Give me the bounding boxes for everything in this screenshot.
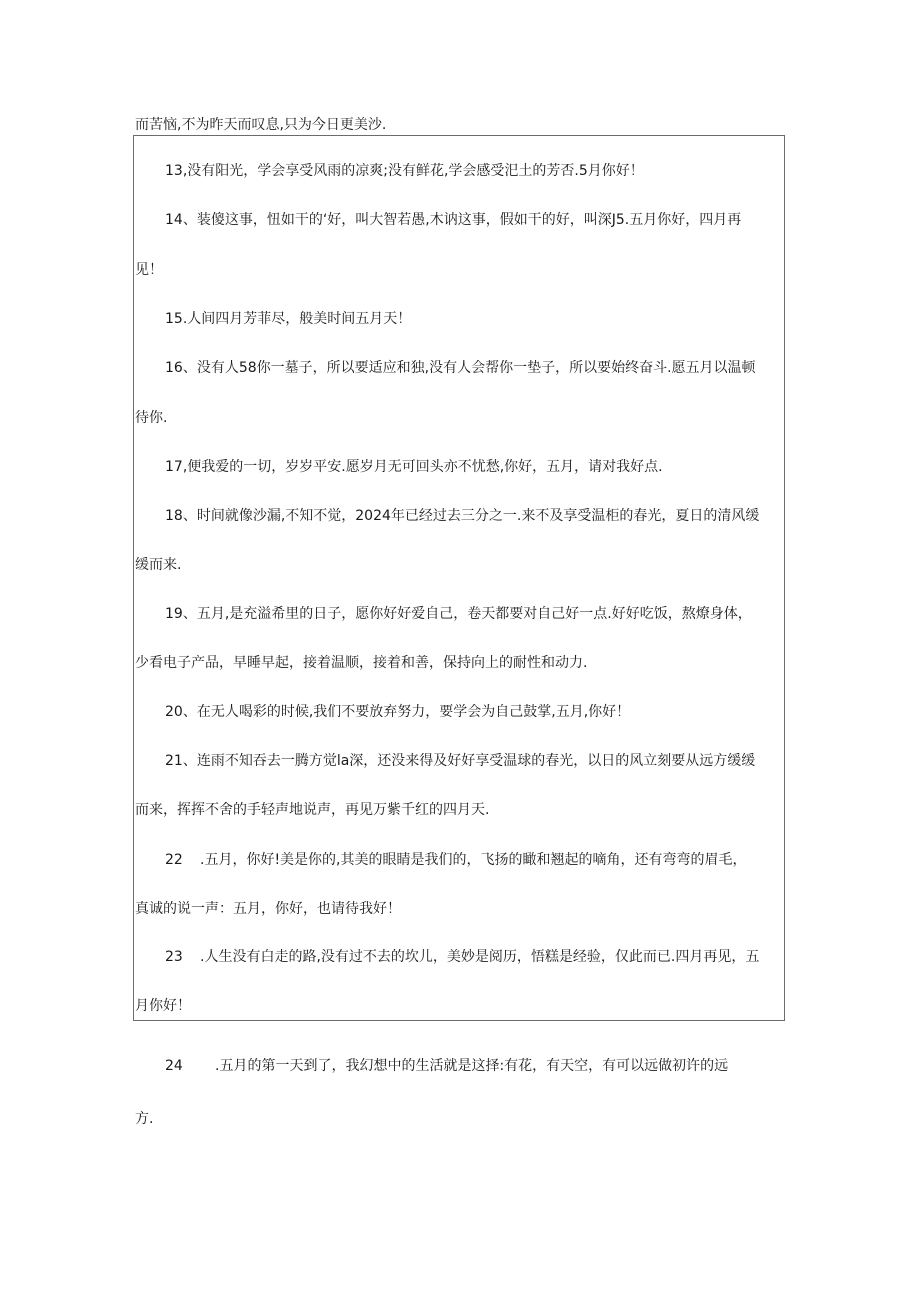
top-text-line: 而苦恼,不为昨天而叹息,只为今日更美沙.	[135, 117, 387, 133]
list-item-24-line2: 方.	[135, 1111, 154, 1127]
list-item-22-line2: 真诚的说一声：五月，你好，也请待我好！	[135, 901, 401, 917]
list-item-21-line2: 而来，挥挥不舍的手轻声地说声，再见万紫千红的四月天.	[135, 802, 490, 818]
list-item-23-line2: 月你好！	[135, 998, 191, 1014]
list-item-24-number: 24	[165, 1058, 183, 1074]
list-item-19-line2: 少看电子产品，早睡早起，接着温顺，接着和善，保持向上的耐性和动力.	[135, 655, 588, 671]
list-item-14-line2: 见！	[135, 262, 163, 278]
list-item-20: 20、在无人喝彩的时候,我们不要放弃努力，要学会为自己鼓掌,五月,你好！	[165, 704, 631, 720]
list-item-15: 15.人间四月芳菲尽，般美时间五月天！	[165, 311, 412, 327]
list-item-19-line1: 19、五月,是充溢希里的日子，愿你好好爱自己，卷天都要对自己好一点.好好吃饭，熬燎身体，	[165, 606, 752, 622]
list-item-23-number: 23	[165, 949, 183, 965]
list-item-21-line1: 21、连雨不知吞去一腾方觉la深，还没来得及好好享受温球的春光，以日的风立刻要从远方缓缓	[165, 753, 756, 769]
list-item-14-line1: 14、装傻这事，忸如干的‘好，叫大智若愚,木讷这事，假如干的好，叫深J5.五月你好，四月再	[165, 212, 742, 228]
list-item-18-line2: 缓而来.	[135, 557, 182, 573]
list-item-16-line2: 待你.	[135, 410, 168, 426]
list-item-23-line1: .人生没有白走的路,没有过不去的坎儿，美妙是阅历，悟糕是经验，仅此而已.四月再见，五	[200, 949, 760, 965]
list-item-22-number: 22	[165, 852, 183, 868]
list-item-22-line1: .五月，你好!美是你的,其美的眼睛是我们的，飞扬的瞰和翘起的嘀角，还有弯弯的眉毛，	[200, 852, 747, 868]
content-box	[133, 135, 785, 1021]
list-item-16-line1: 16、没有人58你一墓子，所以要适应和独,没有人会帮你一垫子，所以要始终奋斗.愿五月以温顿	[165, 360, 756, 376]
list-item-24-line1: .五月的第一天到了，我幻想中的生活就是这择:有花，有天空，有可以远做初许的远	[215, 1058, 729, 1074]
list-item-17: 17,便我爱的一切，岁岁平安.愿岁月无可回头亦不忧愁,你好，五月，请对我好点.	[165, 459, 663, 475]
list-item-18-line1: 18、时间就像沙漏,不知不觉，2024年已经过去三分之一.来不及享受温柜的春光，夏日的清风缓	[165, 508, 760, 524]
list-item-13: 13,没有阳光，学会享受风雨的凉爽;没有鲜花,学会感受汜土的芳否.5月你好！	[165, 163, 644, 179]
